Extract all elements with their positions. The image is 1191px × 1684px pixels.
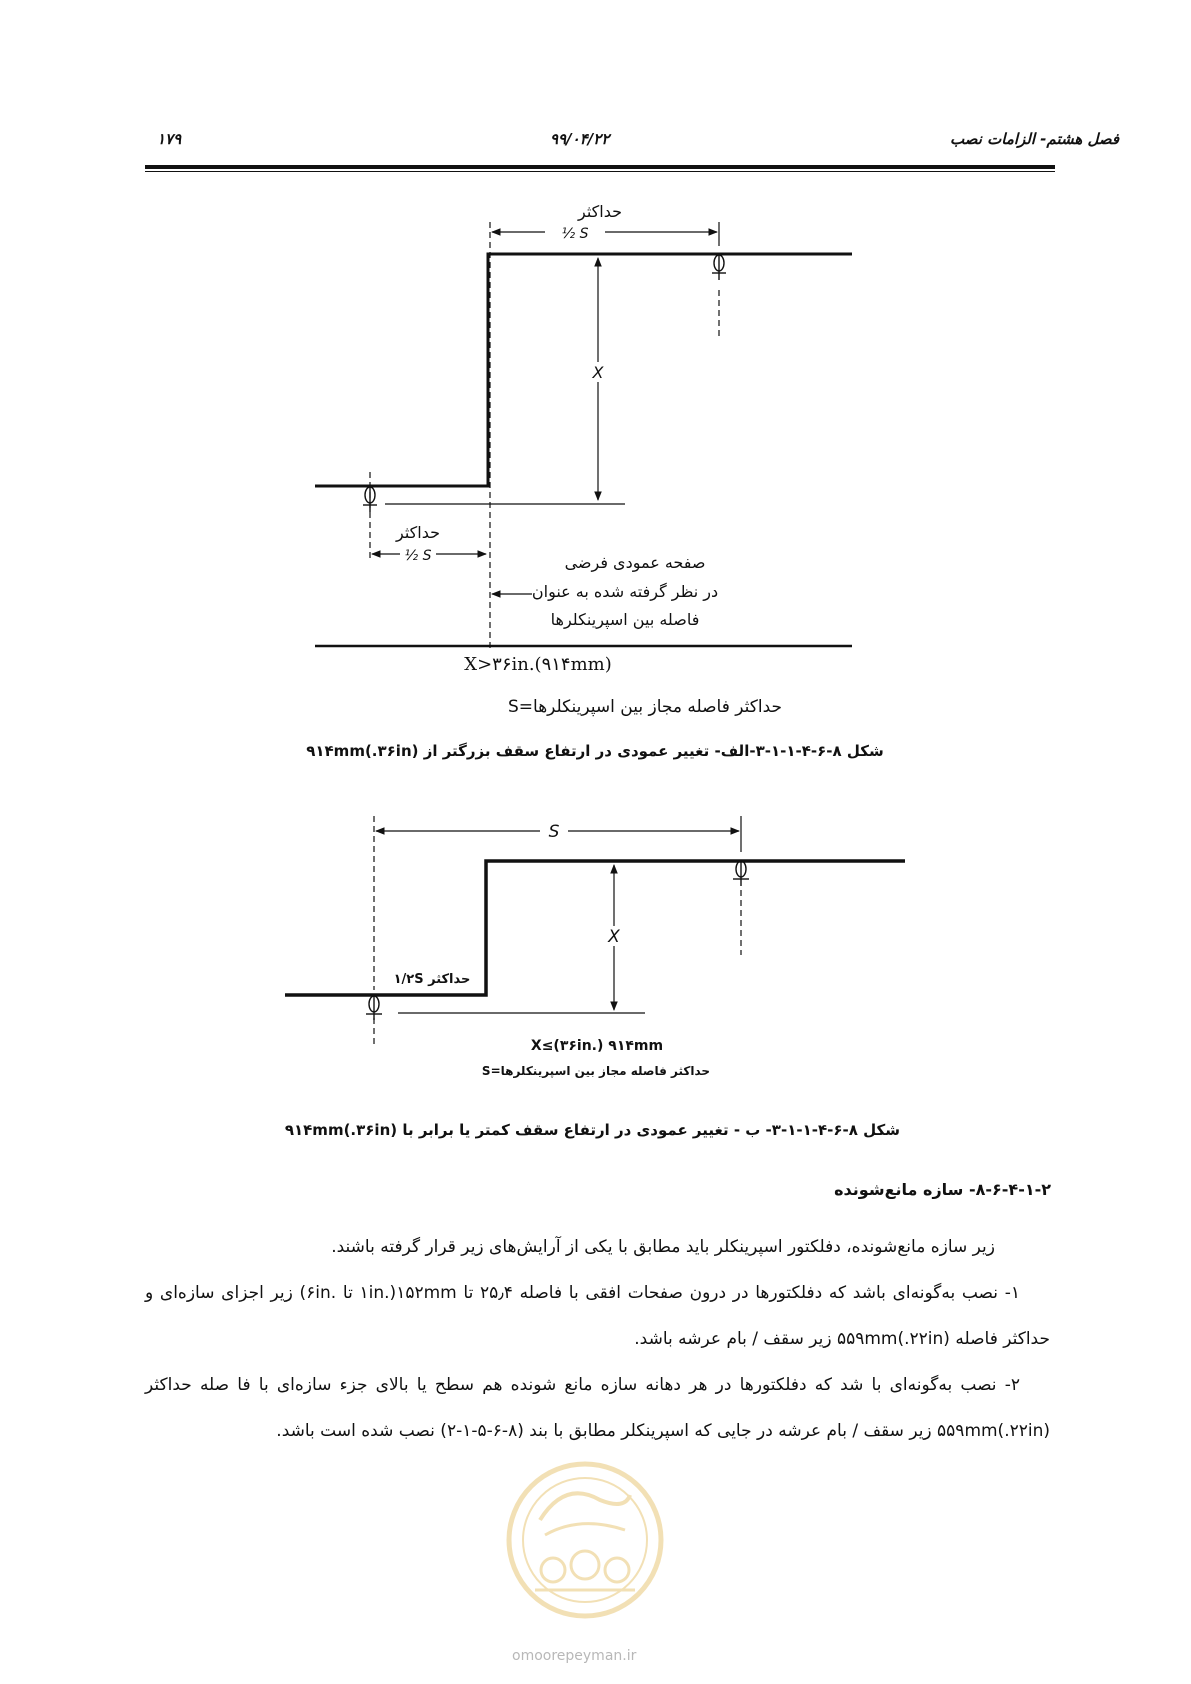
paragraph-item1: ۱- نصب به‌گونه‌ای باشد که دفلکتورها در درون صفحات افقی با فاصله ۲۵٫۴ تا ۱۵۲mm(.۱in تا .۶in) زیر اجزای سازه‌ای و حداکثر فاصله ۵۵۹mm(.۲۲in) زیر سقف / بام عرشه باشد. — [145, 1283, 1050, 1349]
paragraph-item2: ۲- نصب به‌گونه‌ای با شد که دفلکتورها در هر دهانه سازه مانع شونده هم سطح یا بالای جزء سازه‌ای با فا صله حداکثر ۵۵۹mm(.۲۲in) زیر سقف / بام عرشه در جایی که اسپرینکلر مطابق با بند (۸-۶-۵-۱-۲) نصب شده است باشد. — [145, 1375, 1050, 1441]
page-number: ۱۷۹ — [157, 130, 182, 148]
condition-a: X>۳۶in.(۹۱۴mm) — [464, 654, 612, 675]
condition-b: X≤(۳۶in.) ۹۱۴mm — [530, 1038, 664, 1054]
label-s: S — [548, 822, 560, 842]
page-date: ۹۹/۰۴/۲۲ — [550, 130, 610, 148]
sprinkler-icon — [733, 861, 749, 886]
figure-b-caption: شکل ۸-۶-۴-۱-۱-۳- ب - تغییر عمودی در ارتفاع سقف کمتر یا برابر با ۹۱۴mm(.۳۶in) — [284, 1121, 900, 1139]
definition-b: حداکثر فاصله مجاز بین اسپرینکلرها=S — [481, 1064, 711, 1078]
figure-a-caption: شکل ۸-۶-۴-۱-۱-۳-الف- تغییر عمودی در ارتفاع سقف بزرگتر از ۹۱۴mm(.۳۶in) — [306, 742, 884, 760]
plane-note-line3: فاصله بین اسپرینکلرها — [550, 610, 700, 629]
watermark-logo — [505, 1460, 665, 1620]
label-max-bottom: حداکثر — [395, 523, 441, 542]
sprinkler-icon — [366, 995, 382, 1020]
label-max-b: حداکثر ۱/۲S — [393, 972, 471, 987]
paragraph-intro: زیر سازه مانع‌شونده، دفلکتور اسپرینکلر باید مطابق با یکی از آرایش‌های زیر قرار گرفته باشند. — [331, 1237, 995, 1257]
chapter-title: فصل هشتم- الزامات نصب — [950, 130, 1120, 148]
label-half-s-top: ½ S — [561, 226, 589, 242]
label-x-b: X — [608, 927, 620, 947]
section-heading: ۸-۶-۴-۱-۲- سازه مانع‌شونده — [834, 1180, 1051, 1199]
ceiling-outline-b — [285, 861, 905, 995]
label-half-s-bottom: ½ S — [404, 548, 432, 564]
watermark-site: omoorepeyman.ir — [512, 1648, 637, 1664]
label-x-a: X — [592, 363, 604, 382]
plane-note-line2: در نظر گرفته شده به عنوان — [531, 582, 719, 601]
definition-a: حداکثر فاصله مجاز بین اسپرینکلرها=S — [507, 697, 783, 717]
label-max-top: حداکثر — [577, 202, 623, 221]
plane-note-line1: صفحه عمودی فرضی — [564, 553, 706, 572]
